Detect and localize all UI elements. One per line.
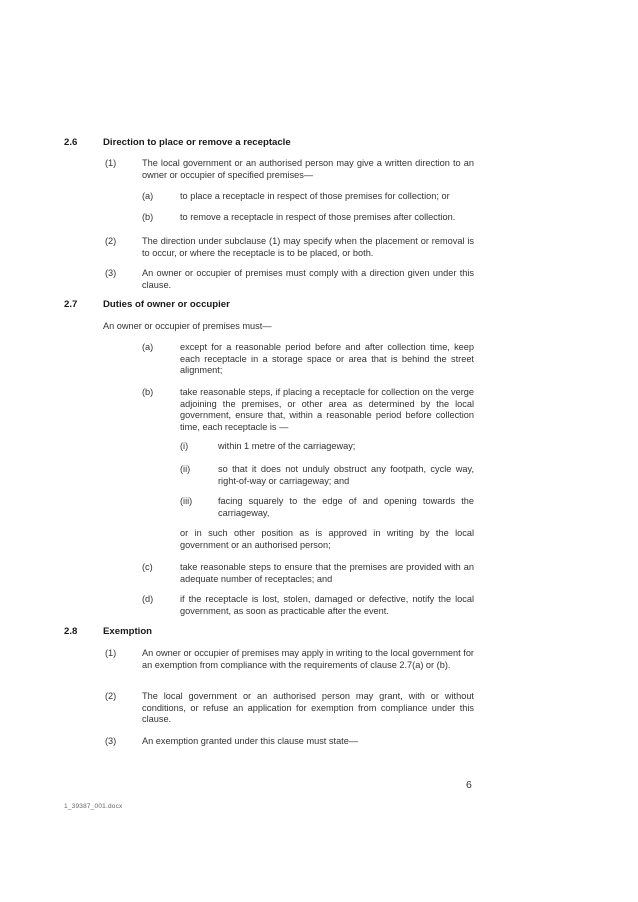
subitem-text: within 1 metre of the carriageway; <box>218 441 356 451</box>
clause-text: An exemption granted under this clause must state— <box>142 736 359 746</box>
section-2-7-heading: Duties of owner or occupier <box>103 299 230 310</box>
clause-number: (2) <box>105 691 117 701</box>
clause-number: (2) <box>105 236 117 246</box>
item-number: (b) <box>142 212 154 222</box>
section-2-8-number: 2.8 <box>64 626 78 637</box>
item-text: take reasonable steps to ensure that the premises are provided with an adequate number of receptacles; and <box>180 562 474 584</box>
subitem-text: facing squarely to the edge of and opening towards the carriageway, <box>218 496 474 518</box>
section-intro-text: An owner or occupier of premises must— <box>103 321 272 331</box>
clause-number: (1) <box>105 648 117 658</box>
item-number: (c) <box>142 562 153 572</box>
subitem-text: so that it does not unduly obstruct any footpath, cycle way, right-of-way or carriageway; and <box>218 464 474 486</box>
item-text: take reasonable steps, if placing a receptacle for collection on the verge adjoining the premises, or other area as determined by the local government, ensure that, within a reasonable period before collection time, each receptacle is — <box>180 387 474 432</box>
clause-text: The direction under subclause (1) may specify when the placement or removal is to occur, or where the receptacle is to be placed, or both. <box>142 236 474 258</box>
item-number: (a) <box>142 191 154 201</box>
section-2-7-number: 2.7 <box>64 299 78 310</box>
item-text: to place a receptacle in respect of those premises for collection; or <box>180 191 450 201</box>
subitem-number: (iii) <box>180 496 193 506</box>
clause-text: An owner or occupier of premises may apply in writing to the local government for an exemption from compliance with the requirements of clause 2.7(a) or (b). <box>142 648 474 670</box>
clause-number: (3) <box>105 268 117 278</box>
item-text: if the receptacle is lost, stolen, damaged or defective, notify the local government, as soon as practicable after the event. <box>180 594 474 616</box>
item-number: (a) <box>142 342 154 352</box>
item-text: to remove a receptacle in respect of those premises after collection. <box>180 212 456 222</box>
subitem-number: (i) <box>180 441 189 451</box>
clause-text: The local government or an authorised person may give a written direction to an owner or occupier of specified premises— <box>142 158 474 180</box>
footer-file-reference: 1_39387_001.docx <box>64 803 123 810</box>
page-number: 6 <box>466 779 472 791</box>
section-2-8-heading: Exemption <box>103 626 153 637</box>
subitem-number: (ii) <box>180 464 191 474</box>
item-number: (d) <box>142 594 154 604</box>
section-2-6-heading: Direction to place or remove a receptacle <box>103 137 291 148</box>
item-number: (b) <box>142 387 154 397</box>
clause-text: The local government or an authorised person may grant, with or without conditions, or refuse an application for exemption from compliance under this clause. <box>142 691 474 724</box>
clause-number: (3) <box>105 736 117 746</box>
item-text: except for a reasonable period before and after collection time, keep each receptacle in a storage space or area that is behind the street alignment; <box>180 342 474 375</box>
clause-number: (1) <box>105 158 117 168</box>
item-continuation-text: or in such other position as is approved in writing by the local government or an authorised person; <box>180 528 474 550</box>
clause-text: An owner or occupier of premises must comply with a direction given under this clause. <box>142 268 474 290</box>
section-2-6-number: 2.6 <box>64 137 78 148</box>
